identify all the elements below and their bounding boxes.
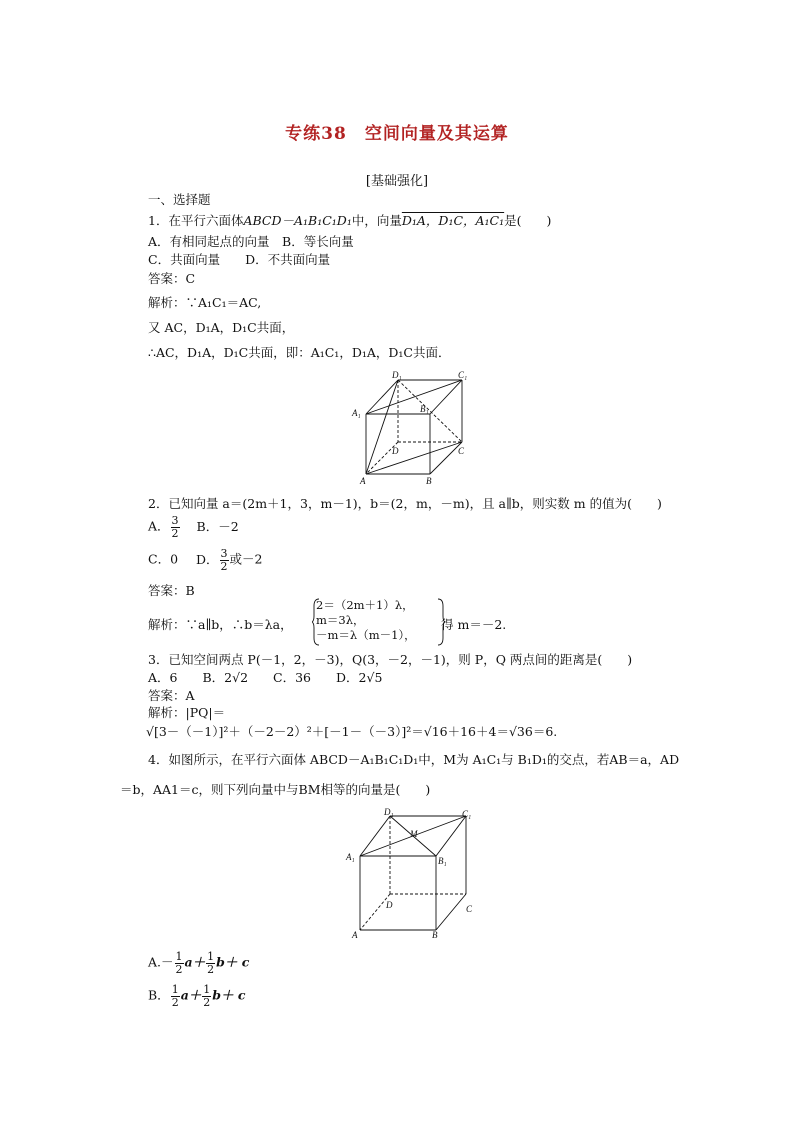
fig2-label-m: M: [410, 829, 418, 839]
section-subtitle: [基础强化]: [365, 174, 429, 189]
fig2-label-d1: D₁: [384, 808, 394, 817]
fig2-label-b: B: [432, 930, 438, 940]
question-2-options-ab: A． $\frac{3}{2}$ B．－2: [148, 514, 239, 540]
question-4-option-a: A.－ $\frac{1}{2}$ a＋ $\frac{1}{2}$ b＋ c: [148, 950, 250, 976]
fig1-label-c1: C₁: [458, 370, 468, 380]
fig2-label-c1: C₁: [462, 809, 472, 819]
fig1-label-a: A: [360, 476, 366, 486]
question-3-solution-line-1: 解析：|PQ|＝: [148, 705, 226, 720]
question-4-option-b: B． $\frac{1}{2}$ a＋ $\frac{1}{2}$ b＋ c: [148, 983, 246, 1009]
question-1-solution-line-2: 又 AC，D₁A，D₁C共面，: [148, 320, 295, 335]
question-1-answer: 答案：C: [148, 271, 196, 286]
fig2-label-a: A: [352, 930, 358, 940]
question-2-solution-suffix: 得 m＝－2.: [441, 617, 507, 632]
question-1-solution-line-3: ∴AC，D₁A，D₁C共面，即：A₁C₁，D₁A，D₁C共面．: [148, 345, 451, 360]
question-2-stem: 2．已知向量 a＝(2m＋1，3，m－1)，b＝(2，m，－m)，且 a∥b，则实数 m 的值为( ): [148, 496, 662, 511]
question-2-equation-system: 2＝（2m＋1）λ， m＝3λ， －m＝λ（m－1），: [316, 598, 416, 642]
fig1-label-c: C: [458, 446, 465, 456]
question-1-options-ab: A．有相同起点的向量 B．等长向量: [148, 234, 354, 249]
fig2-label-a1: A₁: [346, 852, 355, 862]
fig1-label-b: B: [426, 476, 432, 486]
fig1-label-b1: B₁: [420, 404, 429, 414]
question-4-stem-line-2: ＝b，AA1＝c，则下列向量中与BM相等的向量是( ): [120, 782, 431, 797]
question-2-options-cd: C．0 D． $\frac{3}{2}$ 或－2: [148, 547, 263, 573]
question-2-answer: 答案：B: [148, 583, 195, 598]
section-heading: 一、选择题: [148, 192, 211, 207]
fig1-label-d1: D₁: [392, 370, 402, 380]
fig2-label-c: C: [466, 904, 473, 914]
question-3-stem: 3．已知空间两点 P(－1，2，－3)，Q(3，－2，－1)，则 P，Q 两点间的距离是( ): [148, 652, 633, 667]
fig2-label-d: D: [386, 900, 393, 910]
fig2-label-b1: B₁: [438, 856, 447, 866]
question-1-stem: 1．在平行六面体ABCD－A₁B₁C₁D₁中，向量D₁A，D₁C，A₁C₁是( ): [148, 213, 552, 228]
fig1-label-d: D: [392, 446, 399, 456]
question-3-answer: 答案：A: [148, 688, 195, 703]
page-title: 专练38 空间向量及其运算: [285, 124, 509, 144]
system-braces: [312, 598, 448, 646]
question-1-solution-line-1: 解析：∵A₁C₁＝AC,: [148, 295, 262, 310]
question-4-stem-line-1: 4．如图所示，在平行六面体 ABCD－A₁B₁C₁D₁中，M为 A₁C₁与 B₁D₁的交点，若AB＝a，AD: [148, 752, 680, 767]
fig1-label-a1: A₁: [352, 408, 361, 418]
question-2-solution-prefix: 解析：∵a∥b，∴b＝λa，: [148, 617, 293, 632]
parallelepiped-figure-2: [344, 808, 480, 940]
parallelepiped-figure-1: [346, 370, 476, 488]
question-3-solution-line-2: √[3－（－1）]²＋（－2－2）²＋[－1－（－3）]²＝√16＋16＋4＝√36＝6.: [146, 724, 558, 739]
question-3-options: A．6 B．2√2 C．36 D．2√5: [148, 670, 383, 685]
question-1-options-cd: C．共面向量 D．不共面向量: [148, 252, 331, 267]
